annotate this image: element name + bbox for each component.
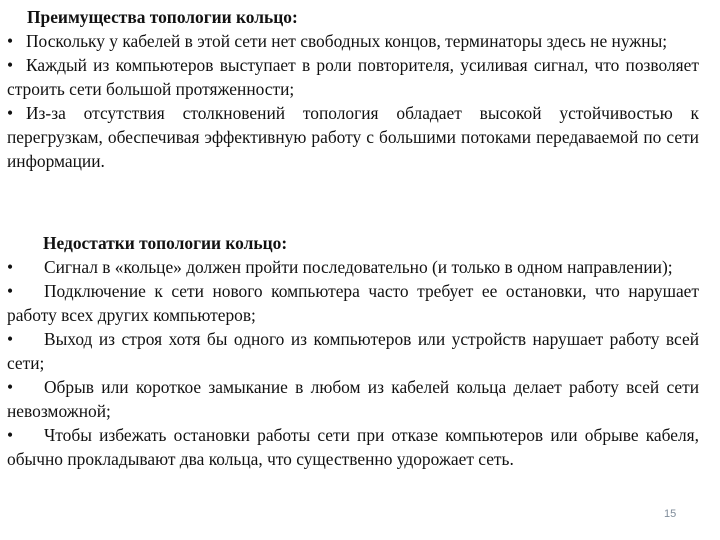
bullet-icon: • xyxy=(7,425,14,445)
advantages-section xyxy=(7,5,699,173)
advantage-text: Каждый из компьютеров выступает в роли повторителя, усиливая сигнал, что позволяет строить сети большой протяженности; xyxy=(7,55,699,99)
advantage-item xyxy=(7,53,699,101)
disadvantage-item xyxy=(7,327,699,375)
disadvantage-text: Обрыв или короткое замыкание в любом из кабелей кольца делает работу всей сети невозможной; xyxy=(7,377,699,421)
page-number: 15 xyxy=(664,508,677,520)
disadvantages-heading: Недостатки топологии кольцо: xyxy=(43,233,288,253)
bullet-icon: • xyxy=(7,329,14,349)
disadvantage-item xyxy=(7,255,699,279)
bullet-icon: • xyxy=(7,55,14,75)
disadvantage-item xyxy=(7,423,699,471)
disadvantage-text: Чтобы избежать остановки работы сети при отказе компьютеров или обрыве кабеля, обычно прокладывают два кольца, что существенно удорожает сеть. xyxy=(7,425,699,469)
disadvantage-text: Сигнал в «кольце» должен пройти последовательно (и только в одном направлении); xyxy=(44,257,673,277)
advantage-text: Из-за отсутствия столкновений топология обладает высокой устойчивостью к перегрузкам, обеспечивая эффективную работу с большими потоками передаваемой по сети информации. xyxy=(7,103,699,171)
disadvantages-section xyxy=(7,231,699,471)
disadvantage-text: Подключение к сети нового компьютера часто требует ее остановки, что нарушает работу всех других компьютеров; xyxy=(7,281,699,325)
disadvantage-text: Выход из строя хотя бы одного из компьютеров или устройств нарушает работу всей сети; xyxy=(7,329,699,373)
advantage-item xyxy=(7,29,699,53)
bullet-icon: • xyxy=(7,103,14,123)
advantage-item xyxy=(7,101,699,173)
bullet-icon: • xyxy=(7,31,14,51)
bullet-icon: • xyxy=(7,257,14,277)
bullet-icon: • xyxy=(7,281,14,301)
disadvantage-item xyxy=(7,279,699,327)
disadvantage-item xyxy=(7,375,699,423)
advantage-text: Поскольку у кабелей в этой сети нет свободных концов, терминаторы здесь не нужны; xyxy=(26,31,668,51)
bullet-icon: • xyxy=(7,377,14,397)
advantages-heading: Преимущества топологии кольцо: xyxy=(27,7,298,27)
